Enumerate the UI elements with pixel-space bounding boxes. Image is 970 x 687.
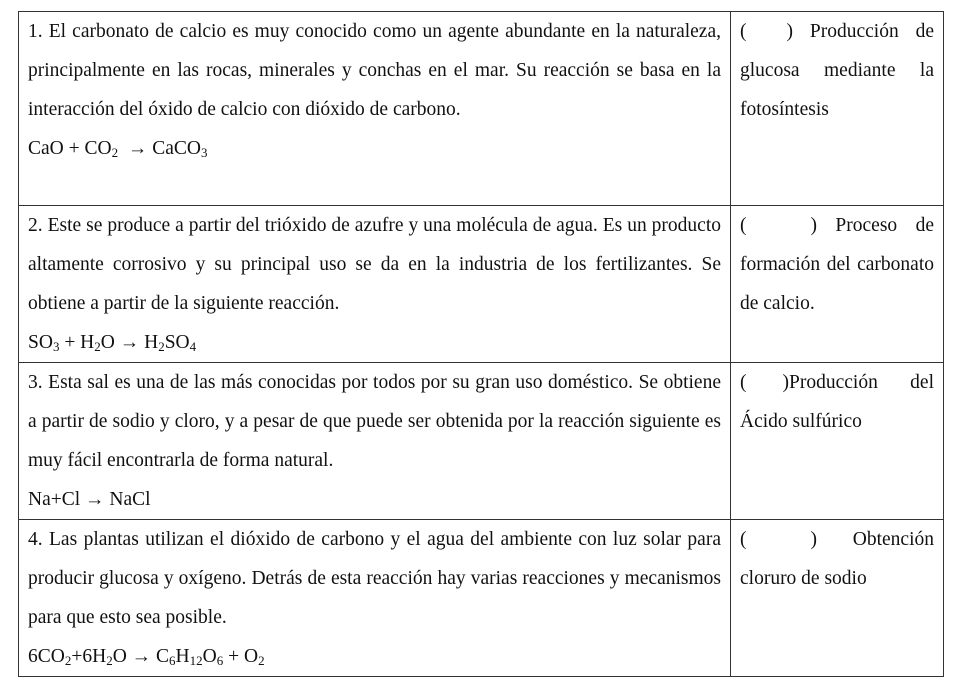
answer-text: Producción de glucosa mediante la fotosíntesis (740, 21, 934, 120)
answer-text: Proceso de formación del carbonato de calcio. (740, 215, 934, 314)
answer-blank[interactable]: ( ) (740, 21, 793, 42)
answer-text: Producción del Ácido sulfúrico (740, 372, 934, 432)
statement-text: 4. Las plantas utilizan el dióxido de carbono y el agua del ambiente con luz solar para producir glucosa y oxígeno. Detrás de esta reacción hay varias reacciones y mecanismos para que esto sea posible. (28, 529, 721, 628)
answer-cell (731, 206, 944, 363)
answer-cell (731, 363, 944, 520)
statement-cell (19, 206, 731, 363)
chemical-formula: $SO_3 + H_2O \to H_2SO_4$ (28, 332, 197, 354)
answer-blank[interactable]: ( ) (740, 529, 817, 550)
statement-text: 2. Este se produce a partir del trióxido de azufre y una molécula de agua. Es un producto altamente corrosivo y su principal uso se da en la industria de los fertilizantes. Se obtiene a partir de la siguiente reacción. (28, 215, 721, 314)
statement-text: 1. El carbonato de calcio es muy conocido como un agente abundante en la naturaleza, principalmente en las rocas, minerales y conchas en el mar. Su reacción se basa en la interacción del óxido de calcio con dióxido de carbono. (28, 21, 721, 120)
chemical-formula: $6CO_2+6H_2O \to C_6H_{12}O_6 + O_2$ (28, 646, 265, 668)
answer-cell (731, 520, 944, 677)
table-row (19, 206, 944, 363)
answer-text: Obtención cloruro de sodio (740, 529, 934, 589)
answer-cell (731, 12, 944, 206)
chemical-formula: Na+Cl → NaCl (28, 489, 151, 510)
chemical-formula: CaO + $CO_2$ → CaCO$_3$ (28, 138, 208, 160)
matching-table (18, 11, 944, 677)
answer-blank[interactable]: ( ) (740, 372, 789, 393)
table-row (19, 12, 944, 206)
statement-cell (19, 520, 731, 677)
table-row (19, 363, 944, 520)
statement-cell (19, 12, 731, 206)
statement-cell (19, 363, 731, 520)
statement-text: 3. Esta sal es una de las más conocidas por todos por su gran uso doméstico. Se obtiene a partir de sodio y cloro, y a pesar de que puede ser obtenida por la reacción siguiente es muy fácil encontrarla de forma natural. (28, 372, 721, 471)
table-row (19, 520, 944, 677)
answer-blank[interactable]: ( ) (740, 215, 817, 236)
